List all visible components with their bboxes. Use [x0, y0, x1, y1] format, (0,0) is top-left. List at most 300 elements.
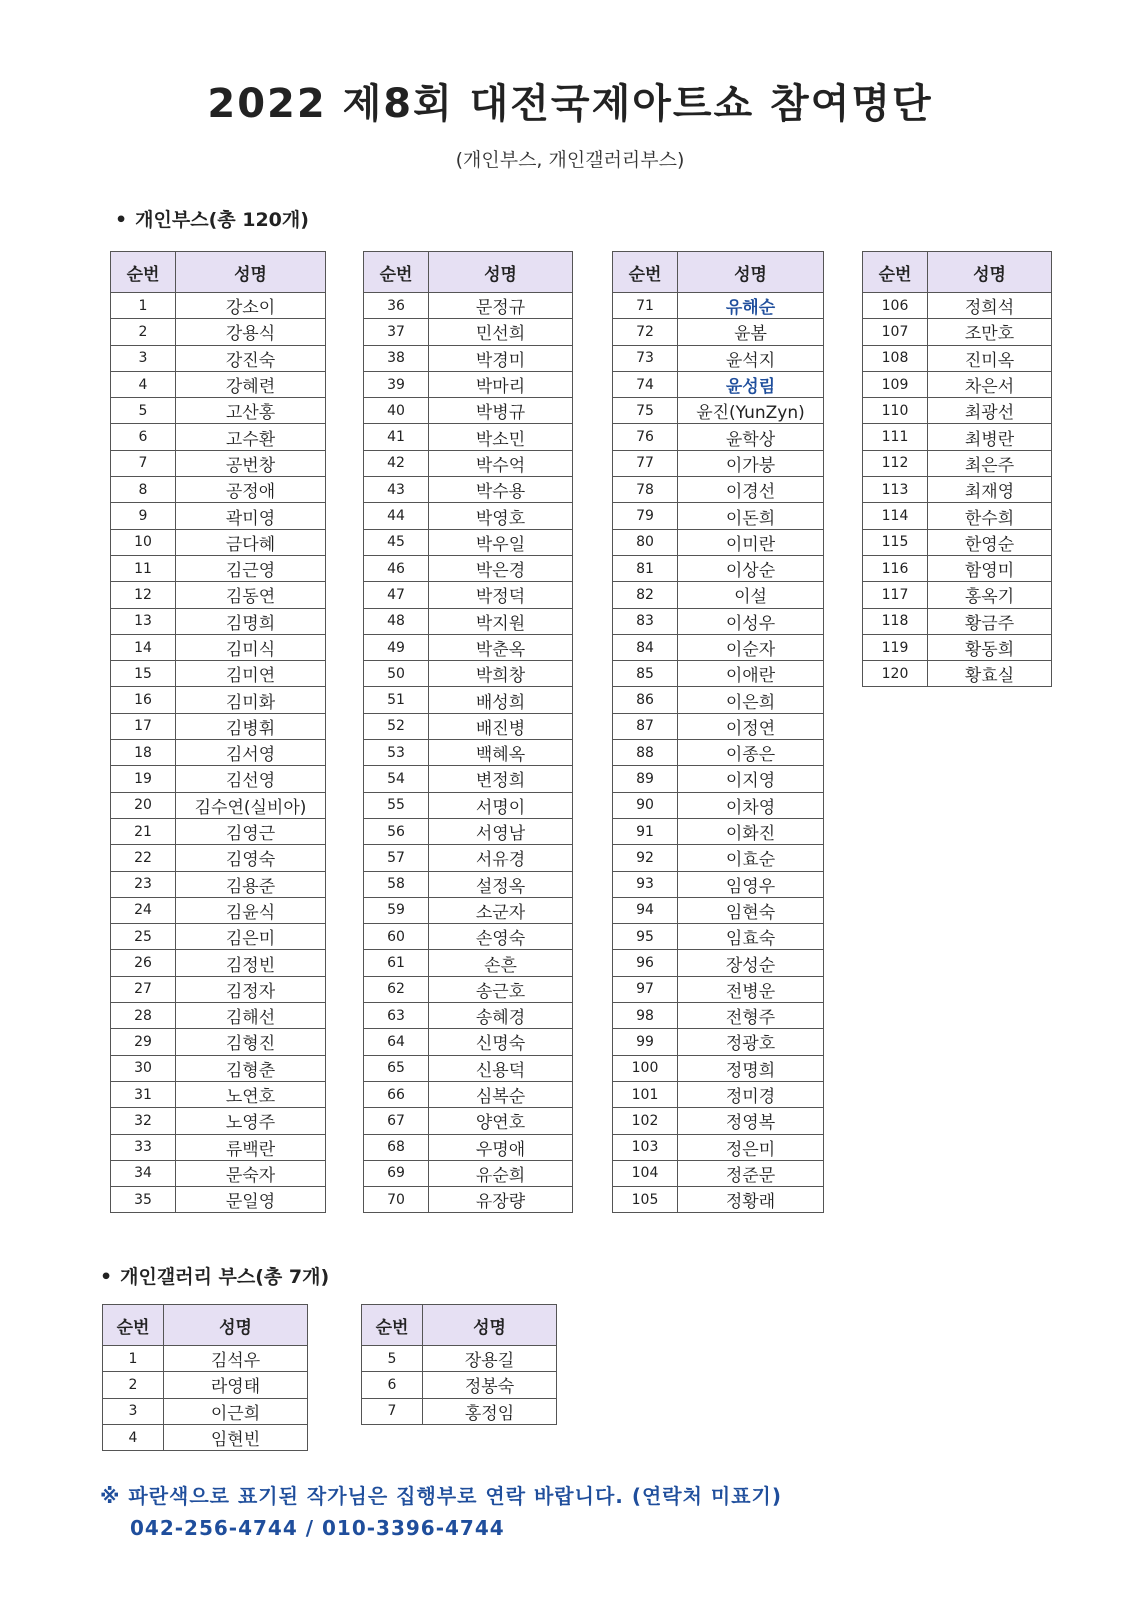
- row-number: 108: [863, 345, 928, 371]
- participant-name: 박마리: [429, 371, 573, 397]
- table-row: [613, 582, 824, 608]
- row-number: 62: [364, 976, 429, 1002]
- participant-name: 강소이: [176, 293, 326, 319]
- table-row: [613, 687, 824, 713]
- participant-name: 장용길: [423, 1346, 557, 1372]
- row-number: 111: [863, 424, 928, 450]
- table-row: [613, 1187, 824, 1213]
- table-row: [364, 634, 573, 660]
- row-number: 41: [364, 424, 429, 450]
- table-row: [111, 950, 326, 976]
- table-row: [613, 871, 824, 897]
- table-row: [364, 1160, 573, 1186]
- table-row: [863, 345, 1052, 371]
- participant-name: 김윤식: [176, 897, 326, 923]
- row-number: 47: [364, 582, 429, 608]
- table-row: [863, 424, 1052, 450]
- gallery-table-2: [361, 1304, 557, 1425]
- table-row: [364, 661, 573, 687]
- row-number: 3: [103, 1398, 164, 1424]
- participant-name: 강용식: [176, 319, 326, 345]
- column-header-number: 순번: [863, 252, 928, 293]
- participant-name: 진미옥: [928, 345, 1052, 371]
- participant-name: 윤성림: [678, 371, 824, 397]
- booths-heading-text: 개인부스(총 120개): [135, 209, 309, 231]
- column-header-number: 순번: [362, 1305, 423, 1346]
- table-row: [863, 634, 1052, 660]
- participant-name: 최광선: [928, 398, 1052, 424]
- participant-name: 문숙자: [176, 1160, 326, 1186]
- participant-name: 이경선: [678, 477, 824, 503]
- participant-name: 공정애: [176, 477, 326, 503]
- participant-name: 장성순: [678, 950, 824, 976]
- table-row: [364, 582, 573, 608]
- participant-name: 우명애: [429, 1134, 573, 1160]
- row-number: 7: [362, 1398, 423, 1424]
- table-row: [111, 398, 326, 424]
- participant-name: 유장량: [429, 1187, 573, 1213]
- participant-name: 류백란: [176, 1134, 326, 1160]
- row-number: 35: [111, 1187, 176, 1213]
- table-row: [362, 1398, 557, 1424]
- table-row: [613, 1055, 824, 1081]
- row-number: 7: [111, 450, 176, 476]
- table-row: [111, 818, 326, 844]
- participant-name: 김동연: [176, 582, 326, 608]
- participant-name: 이종은: [678, 740, 824, 766]
- participant-name: 임영우: [678, 871, 824, 897]
- table-row: [111, 1029, 326, 1055]
- row-number: 61: [364, 950, 429, 976]
- row-number: 37: [364, 319, 429, 345]
- table-row: [863, 319, 1052, 345]
- participant-name: 김석우: [164, 1346, 308, 1372]
- row-number: 85: [613, 661, 678, 687]
- table-row: [863, 582, 1052, 608]
- participant-name: 소군자: [429, 897, 573, 923]
- row-number: 22: [111, 845, 176, 871]
- contact-notice: ※ 파란색으로 표기된 작가님은 집행부로 연락 바랍니다. (연락처 미표기): [100, 1484, 782, 1508]
- participant-name: 함영미: [928, 555, 1052, 581]
- row-number: 92: [613, 845, 678, 871]
- participant-name: 정준문: [678, 1160, 824, 1186]
- row-number: 15: [111, 661, 176, 687]
- table-row: [111, 897, 326, 923]
- row-number: 14: [111, 634, 176, 660]
- table-row: [364, 950, 573, 976]
- table-row: [111, 371, 326, 397]
- row-number: 38: [364, 345, 429, 371]
- table-row: [364, 450, 573, 476]
- table-row: [103, 1346, 308, 1372]
- row-number: 93: [613, 871, 678, 897]
- row-number: 112: [863, 450, 928, 476]
- participant-name: 이설: [678, 582, 824, 608]
- gallery-table-1: [102, 1304, 308, 1451]
- row-number: 82: [613, 582, 678, 608]
- table-row: [613, 319, 824, 345]
- participant-name: 김미화: [176, 687, 326, 713]
- table-row: [613, 1003, 824, 1029]
- row-number: 40: [364, 398, 429, 424]
- participant-name: 한영순: [928, 529, 1052, 555]
- participant-name: 노연호: [176, 1081, 326, 1107]
- table-row: [364, 555, 573, 581]
- column-header-name: 성명: [423, 1305, 557, 1346]
- row-number: 71: [613, 293, 678, 319]
- participant-name: 이정연: [678, 713, 824, 739]
- participant-name: 공번창: [176, 450, 326, 476]
- row-number: 20: [111, 792, 176, 818]
- row-number: 50: [364, 661, 429, 687]
- table-row: [111, 661, 326, 687]
- row-number: 68: [364, 1134, 429, 1160]
- row-number: 46: [364, 555, 429, 581]
- row-number: 17: [111, 713, 176, 739]
- row-number: 32: [111, 1108, 176, 1134]
- table-row: [111, 924, 326, 950]
- table-row: [613, 950, 824, 976]
- column-header-name: 성명: [176, 252, 326, 293]
- participant-name: 전병운: [678, 976, 824, 1002]
- table-row: [364, 1081, 573, 1107]
- row-number: 81: [613, 555, 678, 581]
- table-row: [863, 371, 1052, 397]
- participant-name: 이가붕: [678, 450, 824, 476]
- row-number: 117: [863, 582, 928, 608]
- table-row: [863, 661, 1052, 687]
- table-row: [111, 450, 326, 476]
- participant-name: 설정옥: [429, 871, 573, 897]
- participant-name: 민선희: [429, 319, 573, 345]
- participant-name: 문일영: [176, 1187, 326, 1213]
- row-number: 51: [364, 687, 429, 713]
- table-row: [103, 1424, 308, 1450]
- participant-name: 배성희: [429, 687, 573, 713]
- table-row: [364, 424, 573, 450]
- row-number: 9: [111, 503, 176, 529]
- table-row: [111, 1003, 326, 1029]
- row-number: 95: [613, 924, 678, 950]
- table-row: [364, 529, 573, 555]
- table-row: [111, 293, 326, 319]
- participant-name: 윤석지: [678, 345, 824, 371]
- row-number: 5: [111, 398, 176, 424]
- participant-name: 최병란: [928, 424, 1052, 450]
- table-row: [613, 293, 824, 319]
- participant-name: 박은경: [429, 555, 573, 581]
- row-number: 4: [103, 1424, 164, 1450]
- participant-name: 박우일: [429, 529, 573, 555]
- table-row: [111, 1108, 326, 1134]
- participant-name: 정황래: [678, 1187, 824, 1213]
- row-number: 21: [111, 818, 176, 844]
- gallery-heading-text: 개인갤러리 부스(총 7개): [120, 1266, 330, 1288]
- table-row: [111, 529, 326, 555]
- row-number: 72: [613, 319, 678, 345]
- participant-name: 이성우: [678, 608, 824, 634]
- row-number: 120: [863, 661, 928, 687]
- participant-name: 곽미영: [176, 503, 326, 529]
- table-row: [613, 792, 824, 818]
- table-row: [863, 529, 1052, 555]
- row-number: 91: [613, 818, 678, 844]
- participant-name: 최은주: [928, 450, 1052, 476]
- contact-phone-numbers: 042-256-4744 / 010-3396-4744: [130, 1516, 505, 1540]
- participant-name: 심복순: [429, 1081, 573, 1107]
- table-row: [613, 924, 824, 950]
- participant-name: 정광호: [678, 1029, 824, 1055]
- table-row: [111, 1134, 326, 1160]
- table-row: [613, 555, 824, 581]
- participant-name: 차은서: [928, 371, 1052, 397]
- participant-name: 김서영: [176, 740, 326, 766]
- row-number: 102: [613, 1108, 678, 1134]
- table-row: [364, 1029, 573, 1055]
- participant-name: 금다혜: [176, 529, 326, 555]
- participant-name: 박희창: [429, 661, 573, 687]
- row-number: 34: [111, 1160, 176, 1186]
- table-row: [364, 976, 573, 1002]
- table-row: [364, 687, 573, 713]
- row-number: 25: [111, 924, 176, 950]
- table-row: [111, 345, 326, 371]
- participant-name: 한수희: [928, 503, 1052, 529]
- participant-name: 변정희: [429, 766, 573, 792]
- participant-name: 황동희: [928, 634, 1052, 660]
- table-row: [111, 424, 326, 450]
- row-number: 45: [364, 529, 429, 555]
- table-row: [364, 845, 573, 871]
- participant-name: 강혜련: [176, 371, 326, 397]
- row-number: 109: [863, 371, 928, 397]
- table-header-row: [362, 1305, 557, 1346]
- row-number: 18: [111, 740, 176, 766]
- participant-name: 유해순: [678, 293, 824, 319]
- participant-name: 정미경: [678, 1081, 824, 1107]
- row-number: 29: [111, 1029, 176, 1055]
- row-number: 63: [364, 1003, 429, 1029]
- bullet-icon: •: [115, 209, 128, 231]
- column-header-name: 성명: [429, 252, 573, 293]
- row-number: 113: [863, 477, 928, 503]
- participant-name: 임현숙: [678, 897, 824, 923]
- row-number: 70: [364, 1187, 429, 1213]
- participant-name: 이은희: [678, 687, 824, 713]
- table-row: [111, 713, 326, 739]
- row-number: 67: [364, 1108, 429, 1134]
- participant-name: 서유경: [429, 845, 573, 871]
- row-number: 94: [613, 897, 678, 923]
- table-row: [613, 1134, 824, 1160]
- participant-name: 김은미: [176, 924, 326, 950]
- participant-name: 박수억: [429, 450, 573, 476]
- table-row: [111, 477, 326, 503]
- table-row: [364, 371, 573, 397]
- table-row: [863, 477, 1052, 503]
- table-row: [364, 897, 573, 923]
- row-number: 19: [111, 766, 176, 792]
- participant-name: 박병규: [429, 398, 573, 424]
- row-number: 16: [111, 687, 176, 713]
- table-row: [364, 1187, 573, 1213]
- row-number: 84: [613, 634, 678, 660]
- column-header-number: 순번: [111, 252, 176, 293]
- participant-name: 송혜경: [429, 1003, 573, 1029]
- table-row: [364, 477, 573, 503]
- table-row: [364, 503, 573, 529]
- participant-name: 노영주: [176, 1108, 326, 1134]
- participant-name: 윤학상: [678, 424, 824, 450]
- booth-table-4: [862, 251, 1052, 687]
- table-row: [613, 897, 824, 923]
- row-number: 33: [111, 1134, 176, 1160]
- column-header-name: 성명: [928, 252, 1052, 293]
- table-row: [613, 1108, 824, 1134]
- participant-name: 강진숙: [176, 345, 326, 371]
- participant-name: 이미란: [678, 529, 824, 555]
- row-number: 48: [364, 608, 429, 634]
- table-row: [111, 766, 326, 792]
- row-number: 104: [613, 1160, 678, 1186]
- participant-name: 고산홍: [176, 398, 326, 424]
- participant-name: 김미연: [176, 661, 326, 687]
- row-number: 90: [613, 792, 678, 818]
- participant-name: 김선영: [176, 766, 326, 792]
- table-header-row: [364, 252, 573, 293]
- participant-name: 전형주: [678, 1003, 824, 1029]
- row-number: 49: [364, 634, 429, 660]
- table-row: [364, 924, 573, 950]
- table-row: [613, 713, 824, 739]
- row-number: 60: [364, 924, 429, 950]
- booths-heading: [115, 205, 309, 232]
- table-row: [364, 1108, 573, 1134]
- table-row: [613, 845, 824, 871]
- participant-name: 홍옥기: [928, 582, 1052, 608]
- row-number: 53: [364, 740, 429, 766]
- booth-table-1: [110, 251, 326, 1213]
- row-number: 12: [111, 582, 176, 608]
- participant-name: 정명희: [678, 1055, 824, 1081]
- participant-name: 박경미: [429, 345, 573, 371]
- participant-name: 정영복: [678, 1108, 824, 1134]
- participant-name: 정은미: [678, 1134, 824, 1160]
- table-row: [613, 976, 824, 1002]
- row-number: 66: [364, 1081, 429, 1107]
- participant-name: 이순자: [678, 634, 824, 660]
- column-header-name: 성명: [678, 252, 824, 293]
- table-row: [364, 740, 573, 766]
- row-number: 1: [103, 1346, 164, 1372]
- row-number: 24: [111, 897, 176, 923]
- participant-name: 김용준: [176, 871, 326, 897]
- table-row: [111, 1055, 326, 1081]
- participant-name: 배진병: [429, 713, 573, 739]
- row-number: 10: [111, 529, 176, 555]
- row-number: 43: [364, 477, 429, 503]
- table-row: [613, 766, 824, 792]
- participant-name: 박정덕: [429, 582, 573, 608]
- participant-name: 이근희: [164, 1398, 308, 1424]
- table-row: [613, 477, 824, 503]
- row-number: 5: [362, 1346, 423, 1372]
- participant-name: 김병휘: [176, 713, 326, 739]
- table-row: [364, 766, 573, 792]
- participant-name: 김근영: [176, 555, 326, 581]
- row-number: 42: [364, 450, 429, 476]
- participant-name: 문정규: [429, 293, 573, 319]
- participant-name: 양연호: [429, 1108, 573, 1134]
- table-row: [613, 740, 824, 766]
- row-number: 103: [613, 1134, 678, 1160]
- participant-name: 김명희: [176, 608, 326, 634]
- row-number: 73: [613, 345, 678, 371]
- participant-name: 고수환: [176, 424, 326, 450]
- row-number: 4: [111, 371, 176, 397]
- table-row: [111, 1160, 326, 1186]
- participant-name: 김형춘: [176, 1055, 326, 1081]
- column-header-number: 순번: [364, 252, 429, 293]
- participant-name: 서영남: [429, 818, 573, 844]
- row-number: 87: [613, 713, 678, 739]
- table-row: [111, 792, 326, 818]
- participant-name: 백혜옥: [429, 740, 573, 766]
- table-row: [364, 398, 573, 424]
- row-number: 59: [364, 897, 429, 923]
- table-row: [111, 845, 326, 871]
- gallery-heading: [100, 1262, 329, 1289]
- table-row: [111, 608, 326, 634]
- row-number: 55: [364, 792, 429, 818]
- row-number: 13: [111, 608, 176, 634]
- participant-name: 김형진: [176, 1029, 326, 1055]
- row-number: 69: [364, 1160, 429, 1186]
- row-number: 52: [364, 713, 429, 739]
- participant-name: 김수연(실비아): [176, 792, 326, 818]
- row-number: 2: [103, 1372, 164, 1398]
- table-row: [863, 450, 1052, 476]
- participant-name: 박수용: [429, 477, 573, 503]
- table-row: [364, 608, 573, 634]
- row-number: 30: [111, 1055, 176, 1081]
- row-number: 76: [613, 424, 678, 450]
- table-header-row: [111, 252, 326, 293]
- participant-name: 이애란: [678, 661, 824, 687]
- table-row: [111, 871, 326, 897]
- participant-name: 이효순: [678, 845, 824, 871]
- table-row: [364, 293, 573, 319]
- row-number: 11: [111, 555, 176, 581]
- row-number: 88: [613, 740, 678, 766]
- row-number: 107: [863, 319, 928, 345]
- table-row: [613, 661, 824, 687]
- row-number: 2: [111, 319, 176, 345]
- row-number: 110: [863, 398, 928, 424]
- row-number: 80: [613, 529, 678, 555]
- table-row: [613, 1081, 824, 1107]
- table-row: [863, 398, 1052, 424]
- row-number: 31: [111, 1081, 176, 1107]
- table-row: [364, 792, 573, 818]
- participant-name: 김해선: [176, 1003, 326, 1029]
- table-row: [613, 1029, 824, 1055]
- participant-name: 박춘옥: [429, 634, 573, 660]
- table-header-row: [613, 252, 824, 293]
- table-row: [103, 1372, 308, 1398]
- table-header-row: [863, 252, 1052, 293]
- table-row: [863, 555, 1052, 581]
